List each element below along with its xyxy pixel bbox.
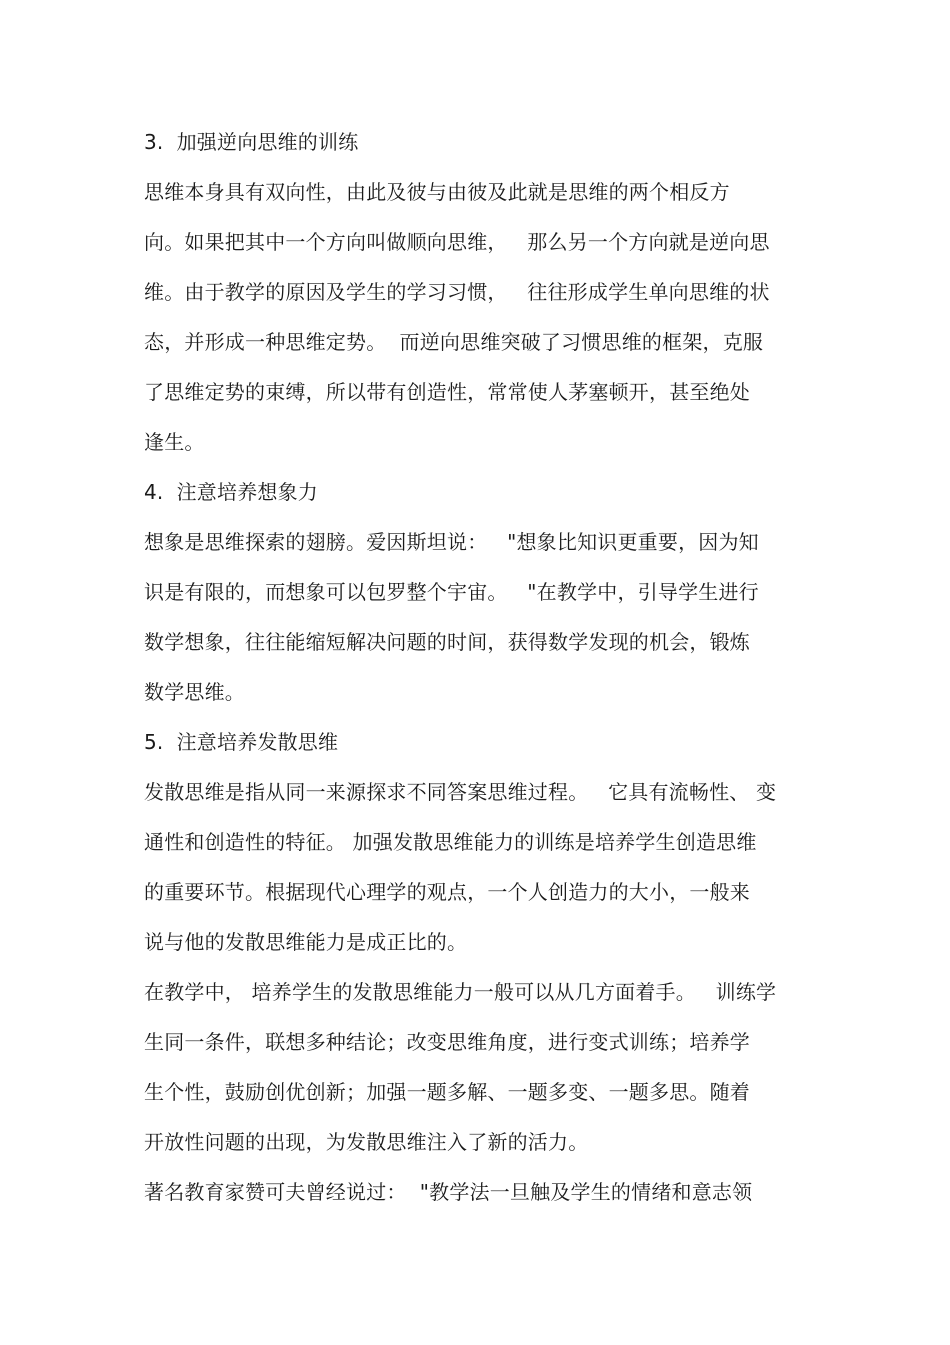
paragraph-line: 发散思维是指从同一来源探求不同答案思维过程。 它具有流畅性、 变: [144, 780, 777, 804]
paragraph-line: 的重要环节。根据现代心理学的观点，一个人创造力的大小，一般来: [144, 880, 750, 904]
heading-reverse-thinking: 3. 加强逆向思维的训练: [144, 130, 359, 154]
paragraph-line: 开放性问题的出现，为发散思维注入了新的活力。: [144, 1130, 589, 1154]
heading-divergent-thinking: 5. 注意培养发散思维: [144, 730, 339, 754]
paragraph-line: 思维本身具有双向性，由此及彼与由彼及此就是思维的两个相反方: [144, 180, 730, 204]
paragraph-line: 说与他的发散思维能力是成正比的。: [144, 930, 468, 954]
paragraph-line: 维。由于教学的原因及学生的学习习惯， 往往形成学生单向思维的状: [144, 280, 770, 304]
paragraph-line: 生个性，鼓励创优创新；加强一题多解、一题多变、一题多思。随着: [144, 1080, 750, 1104]
paragraph-line: 识是有限的，而想象可以包罗整个宇宙。 "在教学中，引导学生进行: [144, 580, 759, 604]
paragraph-line: 生同一条件，联想多种结论；改变思维角度，进行变式训练；培养学: [144, 1030, 750, 1054]
paragraph-line: 逢生。: [144, 430, 205, 454]
paragraph-line: 在教学中， 培养学生的发散思维能力一般可以从几方面着手。 训练学: [144, 980, 777, 1004]
paragraph-line: 数学想象，往往能缩短解决问题的时间，获得数学发现的机会，锻炼: [144, 630, 750, 654]
paragraph-line: 想象是思维探索的翅膀。爱因斯坦说： "想象比知识更重要，因为知: [144, 530, 759, 554]
heading-imagination: 4. 注意培养想象力: [144, 480, 318, 504]
paragraph-line: 通性和创造性的特征。 加强发散思维能力的训练是培养学生创造思维: [144, 830, 757, 854]
paragraph-line: 著名教育家赞可夫曾经说过： "教学法一旦触及学生的情绪和意志领: [144, 1180, 753, 1204]
paragraph-line: 态，并形成一种思维定势。 而逆向思维突破了习惯思维的框架，克服: [144, 330, 764, 354]
paragraph-line: 向。如果把其中一个方向叫做顺向思维， 那么另一个方向就是逆向思: [144, 230, 770, 254]
paragraph-line: 数学思维。: [144, 680, 245, 704]
paragraph-line: 了思维定势的束缚，所以带有创造性，常常使人茅塞顿开，甚至绝处: [144, 380, 750, 404]
